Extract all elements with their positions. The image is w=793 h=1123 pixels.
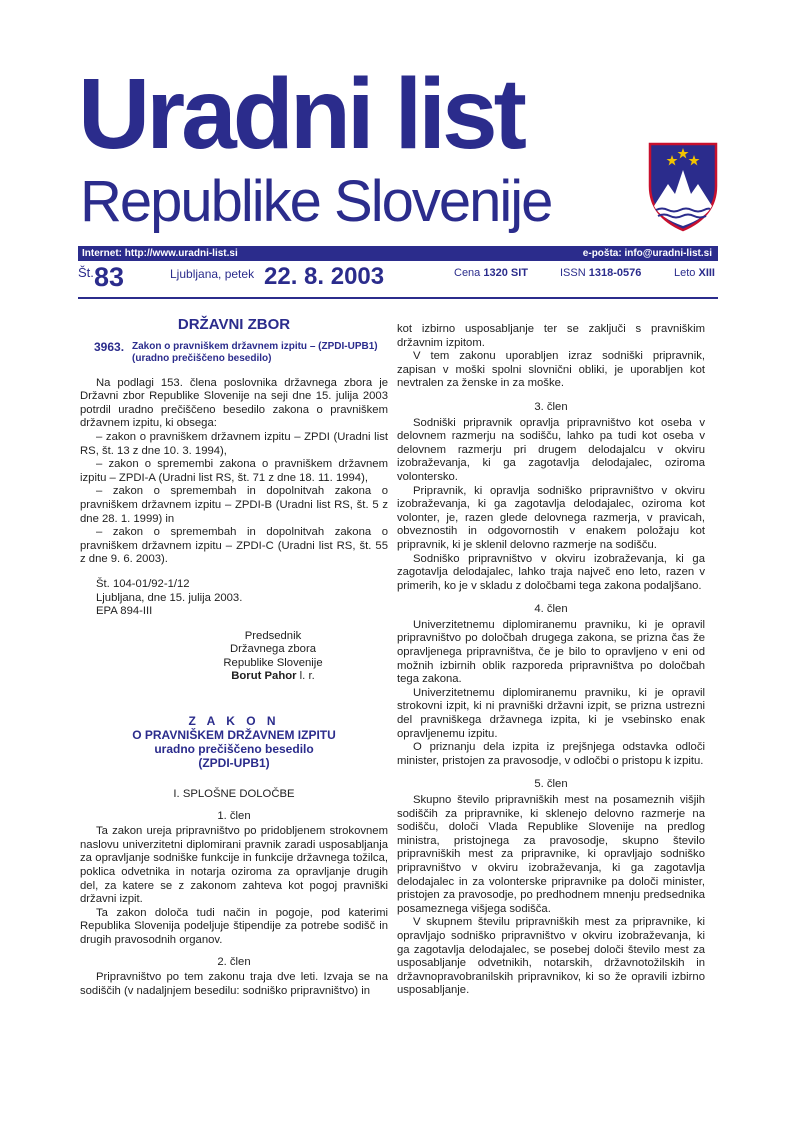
article-paragraph: V tem zakonu uporabljen izraz sodniški pripravnik, zapisan v moški spolni slovnični obliki, je uporabljen kot nevtralen za ženske in za moške. [397,350,705,390]
article-paragraph: Pripravnik, ki opravlja sodniško pripravništvo v okviru izobraževanja, ki ga zagotavlja delodajalec, oziroma kot volonter, je, razen glede delovnega razmerja, v pravicah, obveznostih in odgovornostih v enakem položaju kot pripravnik, ki je sklenil delovno razmerje na sodišču. [397,484,705,551]
reference-date: Ljubljana, dne 15. julija 2003. [96,591,243,604]
masthead-subtitle: Republike Slovenije [80,169,552,234]
law-abbreviation: (ZPDI-UPB1) [198,756,270,771]
signatory-title: Predsednik [244,629,302,642]
article-heading: 3. člen [534,400,568,413]
list-item: – zakon o spremembah in dopolnitvah zakona o pravniškem državnem izpitu – ZPDI-C (Uradni list RS, št. 55 z dne 9. 6. 2003). [80,526,388,566]
reference-number: Št. 104-01/92-1/12 [96,577,190,590]
year-label: Leto [674,267,696,279]
list-item: – zakon o pravniškem državnem izpitu – ZPDI (Uradni list RS, št. 13 z dne 10. 3. 1994), [80,430,388,457]
issn-label: ISSN [560,267,586,279]
law-word: Z A K O N [188,714,280,729]
left-column [80,318,388,998]
act-title: Zakon o pravniškem državnem izpitu – (ZPDI-UPB1) (uradno prečiščeno besedilo) [132,340,378,364]
signatory-name: Borut Pahor [231,670,297,683]
issue-date: 22. 8. 2003 [264,263,385,290]
section-heading: DRŽAVNI ZBOR [177,316,291,333]
article-paragraph: Ta zakon določa tudi način in pogoje, pod katerimi Republika Slovenija podeljuje štipendije za potrebe sodišč in drugih pravosodnih organov. [80,906,388,946]
email-link[interactable]: e-pošta: info@uradni-list.si [582,248,712,259]
website-link[interactable]: Internet: http://www.uradni-list.si [82,248,238,259]
header-rule [78,297,718,299]
article-paragraph: Univerzitetnemu diplomiranemu pravniku, ki je opravil pripravništvo po določbah drugega zakona, se prizna čas že opravljenega pripravništva, če je bilo to opravljeno v eni od možnih izbirnih oblik razporeda pripravništva po določbah tega zakona. [397,618,705,686]
price-label: Cena [454,267,481,279]
list-item: – zakon o spremembi zakona o pravniškem državnem izpitu – ZPDI-A (Uradni list RS, št. 71 z dne 18. 11. 1994), [80,458,388,484]
article-paragraph: Sodniški pripravnik opravlja pripravništvo kot oseba v delovnem razmerju na sodišču, lahko pa tudi kot oseba v delovnem razmerju pri drugem delodajalcu v okviru izobraževanja, ki ga zagotavlja delodajalec, oziroma volontersko. [397,416,705,483]
list-item: – zakon o spremembah in dopolnitvah zakona o pravniškem državnem izpitu – ZPDI-B (Uradni list RS, št. 5 z dne 28. 1. 1999) in [80,485,388,525]
issue-place-day: Ljubljana, petek [170,267,255,281]
act-entry [80,341,388,365]
right-column [397,323,705,998]
issue-number-label: Št. [78,265,94,280]
intro-paragraph: Na podlagi 153. člena poslovnika državnega zbora je Državni zbor Republike Slovenije na seji dne 15. julija 2003 potrdil uradno prečiščeno besedilo zakona o pravniškem državnem izpitu, ki obsega: [80,376,388,430]
article-paragraph: Pripravništvo po tem zakonu traja dve leti. Izvaja se na sodiščih (v nadaljnjem besedilu: sodniško pripravništvo) in [80,971,388,997]
masthead-title: Uradni list [78,58,523,170]
law-subtitle: uradno prečiščeno besedilo [154,742,314,757]
chapter-heading: I. SPLOŠNE DOLOČBE [173,788,295,801]
article-heading: 1. člen [217,809,251,822]
article-paragraph: Skupno število pripravniških mest na posameznih višjih sodiščih za pripravnike, ki sklenejo delovno razmerje na sodišču, določi Vlada Republike Slovenije na predlog ministra, pristojnega za pravosodje, skupno število pripravniških mest za pripravnike, ki opravljajo sodniško pripravništvo v okviru izobraževanja, ki ga zagotavlja delodajalec in za volonterske pripravnike pa določi minister, pristojen za pravosodje, po predhodnem mnenju predsednika posameznega višjega sodišča. [397,794,705,915]
article-paragraph: V skupnem številu pripravniških mest za pripravnike, ki opravljajo sodniško pripravništvo v okviru izobraževanja, ki ga zagotavlja delodajalec, se posebej določi število mest za usposabljanje odvetnikih, notarskih, državnotožilskih in državnopravobranilskih pripravnikov, ki so že opravili izbirno usposabljanje. [397,916,705,997]
law-title: O PRAVNIŠKEM DRŽAVNEM IZPITU [132,728,336,743]
article-paragraph: kot izbirno usposabljanje ter se zaključi s pravniškim državnim izpitom. [397,323,705,349]
price-value: 1320 SIT [483,267,528,279]
issue-number: 83 [94,262,125,292]
signatory-title: Državnega zbora [229,643,317,656]
signature-block [192,630,354,684]
signatory-suffix: l. r. [296,670,315,683]
act-number: 3963. [94,339,125,354]
issue-info-row [78,262,718,296]
year-value: XIII [698,267,715,279]
reference-epa: EPA 894-III [96,605,153,618]
article-paragraph: Univerzitetnemu diplomiranemu pravniku, ki je opravil strokovni izpit, ki ni pravniški državni izpit, se prizna ustrezni del pravniškega državnega izpita, ki je vsebinsko enak opravljenemu izpitu. [397,686,705,740]
article-heading: 2. člen [217,955,251,968]
article-paragraph: O priznanju dela izpita iz prejšnjega odstavka odloči minister, pristojen za pravosodje, v odločbi o pristopu k izpitu. [397,741,705,767]
article-heading: 5. člen [534,778,568,791]
contact-bar [78,246,718,261]
article-heading: 4. člen [534,603,568,616]
article-paragraph: Sodniško pripravništvo v okviru izobraževanja, ki ga zagotavlja delodajalec, lahko traja največ eno leto, razen v primerih, ko je v skladu z določbami tega zakona podaljšano. [397,552,705,592]
law-title-block [80,714,388,770]
article-paragraph: Ta zakon ureja pripravništvo po pridobljenem strokovnem naslovu univerzitetni diplomirani pravnik zaradi usposabljanja za opravljanje sodniške funkcije in funkcije državnega tožilca, poklica odvetnika in notarja oziroma za opravljanje drugih del, za katere se z zakonom zahteva kot pogoj pravniški državni izpit. [80,825,388,906]
signatory-title: Republike Slovenije [223,656,323,669]
issn-value: 1318-0576 [588,267,642,279]
coat-of-arms-emblem [648,140,718,232]
